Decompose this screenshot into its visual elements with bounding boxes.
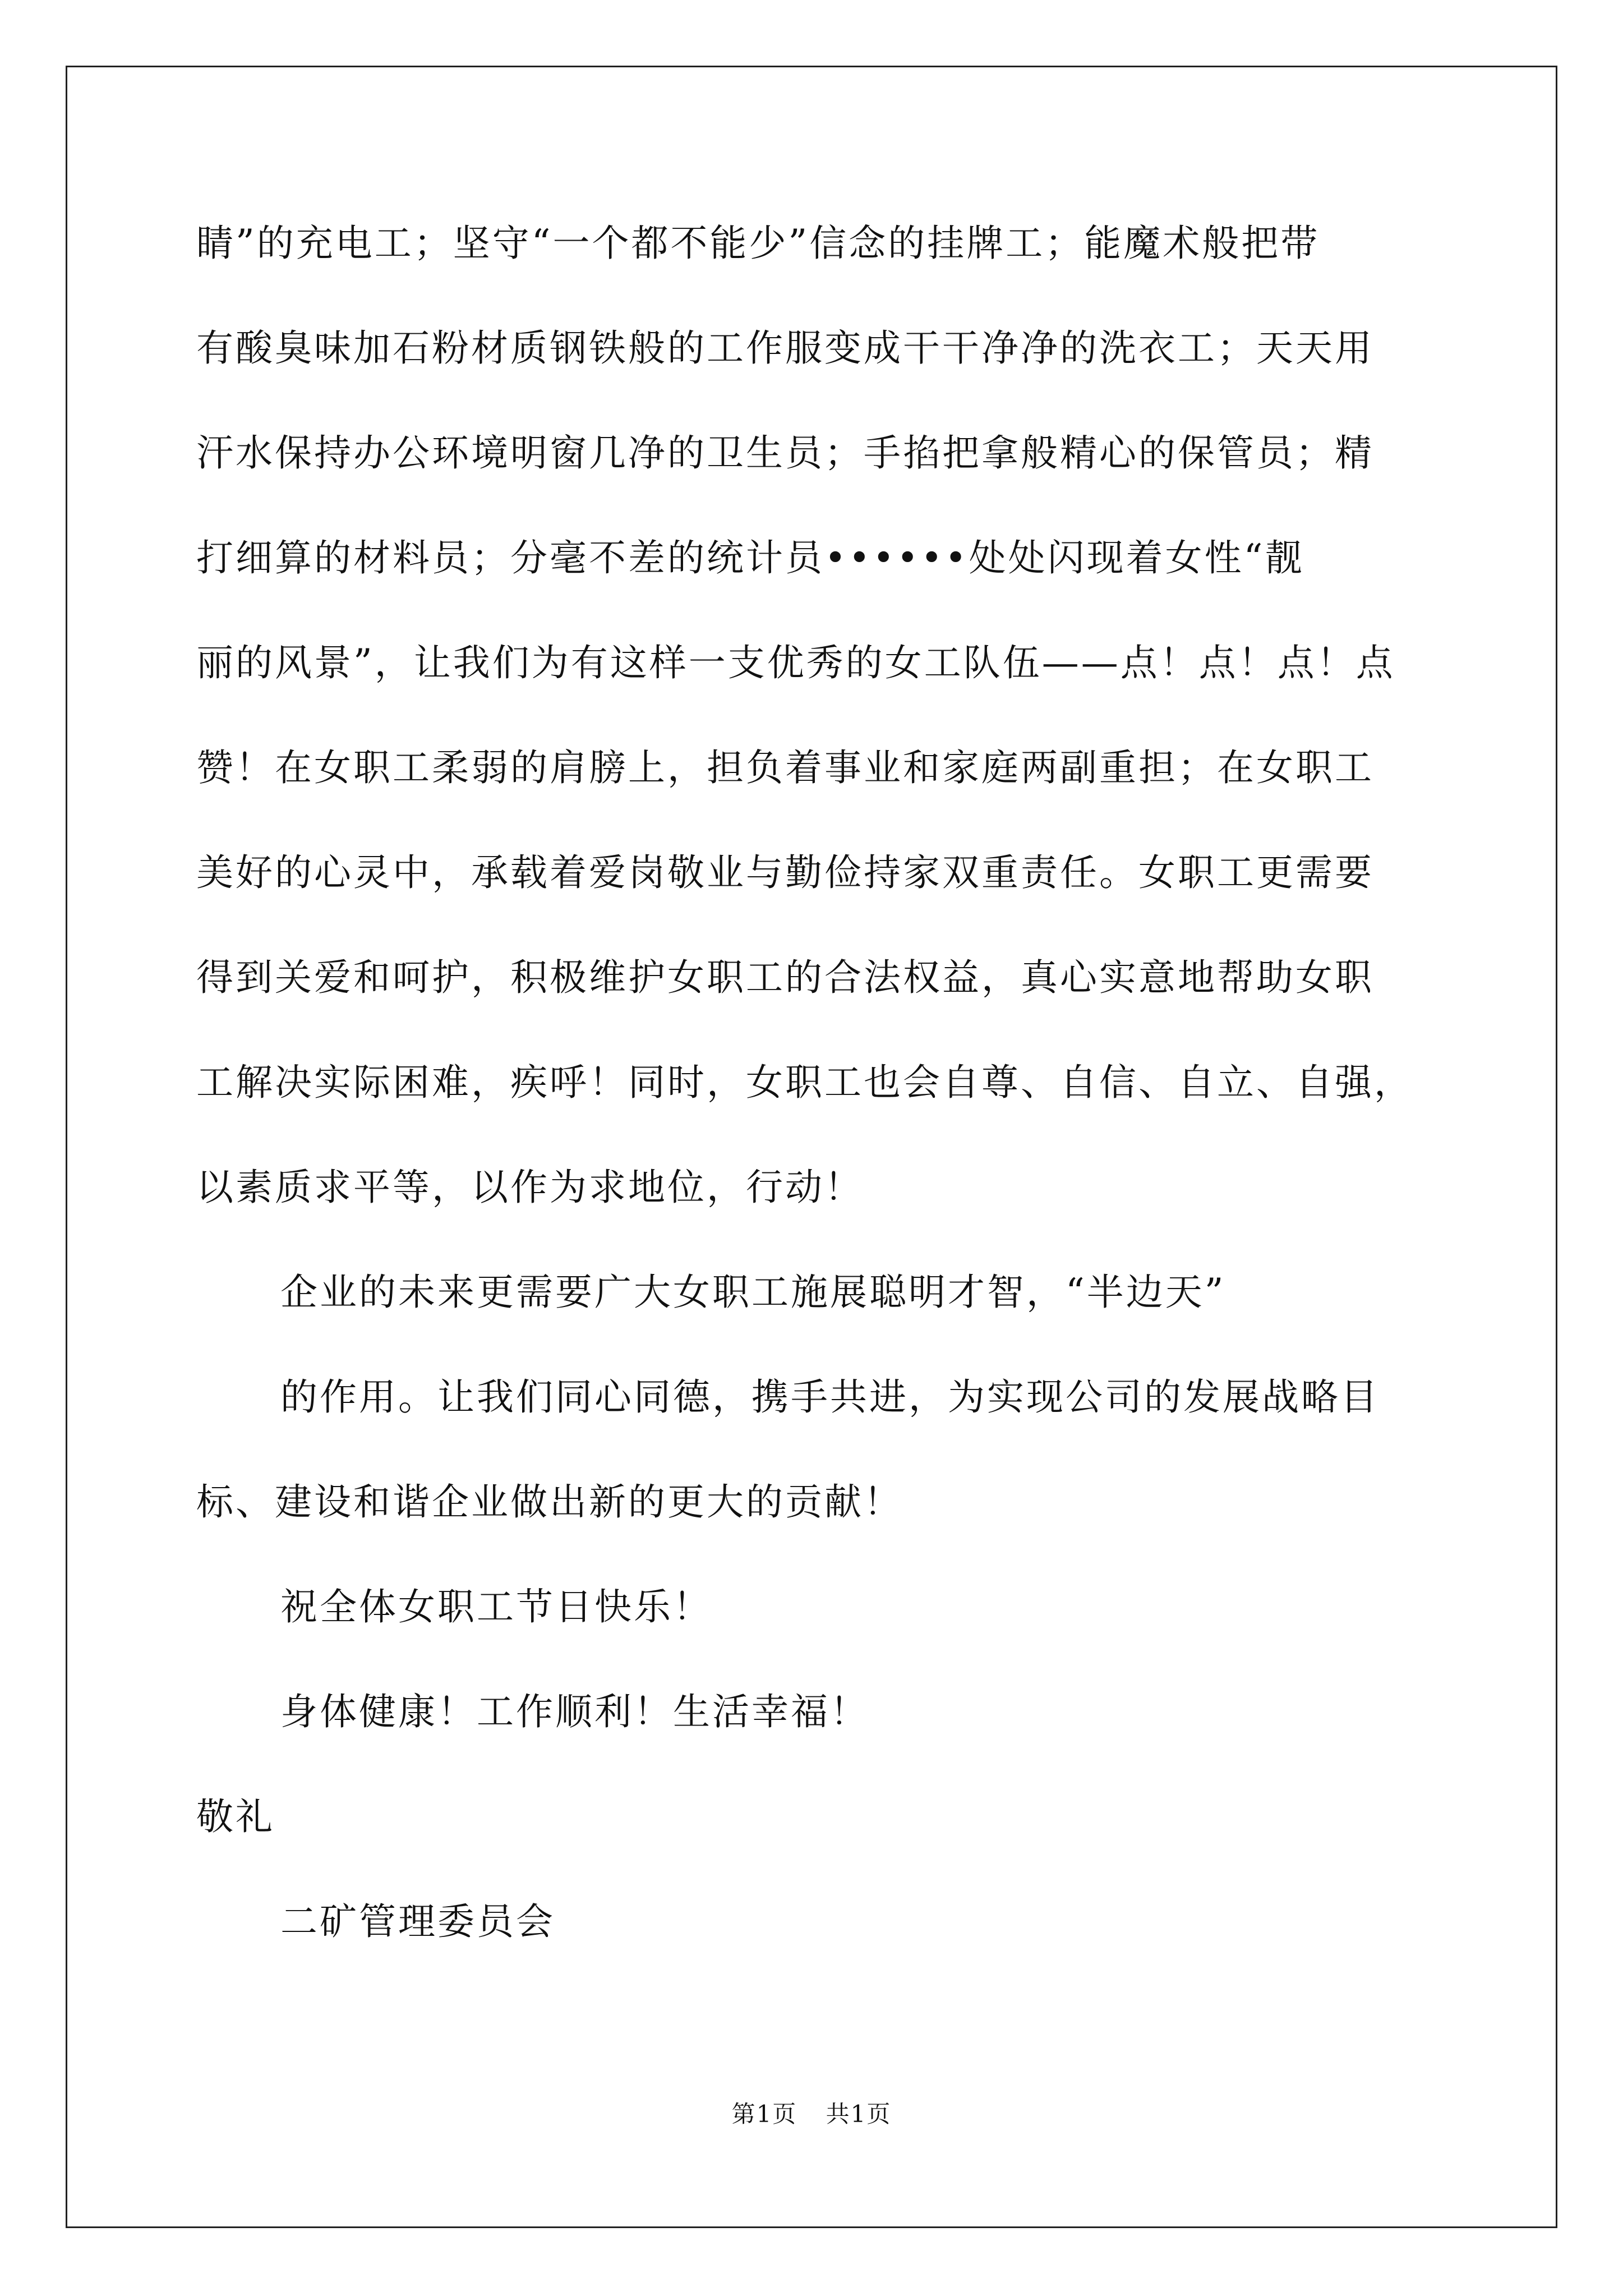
- text-line: 工解决实际困难，疾呼！同时，女职工也会自尊、自信、自立、自强，: [196, 1061, 1413, 1104]
- text-line: 标、建设和谐企业做出新的更大的贡献！: [196, 1480, 903, 1524]
- salutation: 敬礼: [196, 1795, 275, 1838]
- text-line: 企业的未来更需要广大女职工施展聪明才智，“半边天”: [280, 1271, 1226, 1314]
- document-body: [196, 212, 1458, 1995]
- text-line: 赞！在女职工柔弱的肩膀上，担负着事业和家庭两副重担；在女职工: [196, 746, 1374, 789]
- text-line: 丽的风景”，让我们为有这样一支优秀的女工队伍——点！点！点！点: [196, 641, 1395, 684]
- text-line: 有酸臭味加石粉材质钢铁般的工作服变成干干净净的洗衣工；天天用: [196, 326, 1374, 370]
- text-line: 汗水保持办公环境明窗几净的卫生员；手掐把拿般精心的保管员；精: [196, 431, 1374, 475]
- text-line: 睛”的充电工；坚守“一个都不能少”信念的挂牌工；能魔术般把带: [196, 222, 1320, 265]
- wishes-line: 身体健康！工作顺利！生活幸福！: [280, 1690, 869, 1733]
- text-line: 美好的心灵中，承载着爱岗敬业与勤俭持家双重责任。女职工更需要: [196, 851, 1374, 894]
- page-total: 共1页: [826, 2100, 892, 2128]
- signature-org: 二矿管理委员会: [280, 1900, 555, 1943]
- text-line: 得到关爱和呵护，积极维护女职工的合法权益，真心实意地帮助女职: [196, 956, 1374, 999]
- text-line: 打细算的材料员；分毫不差的统计员••••••处处闪现着女性“靓: [196, 536, 1304, 579]
- greeting-line: 祝全体女职工节日快乐！: [280, 1585, 712, 1628]
- text-line: 的作用。让我们同心同德，携手共进，为实现公司的发展战略目: [280, 1375, 1380, 1419]
- page-footer: [0, 2096, 1623, 2129]
- page-number: 第1页: [731, 2100, 797, 2128]
- text-line: 以素质求平等，以作为求地位，行动！: [196, 1166, 864, 1209]
